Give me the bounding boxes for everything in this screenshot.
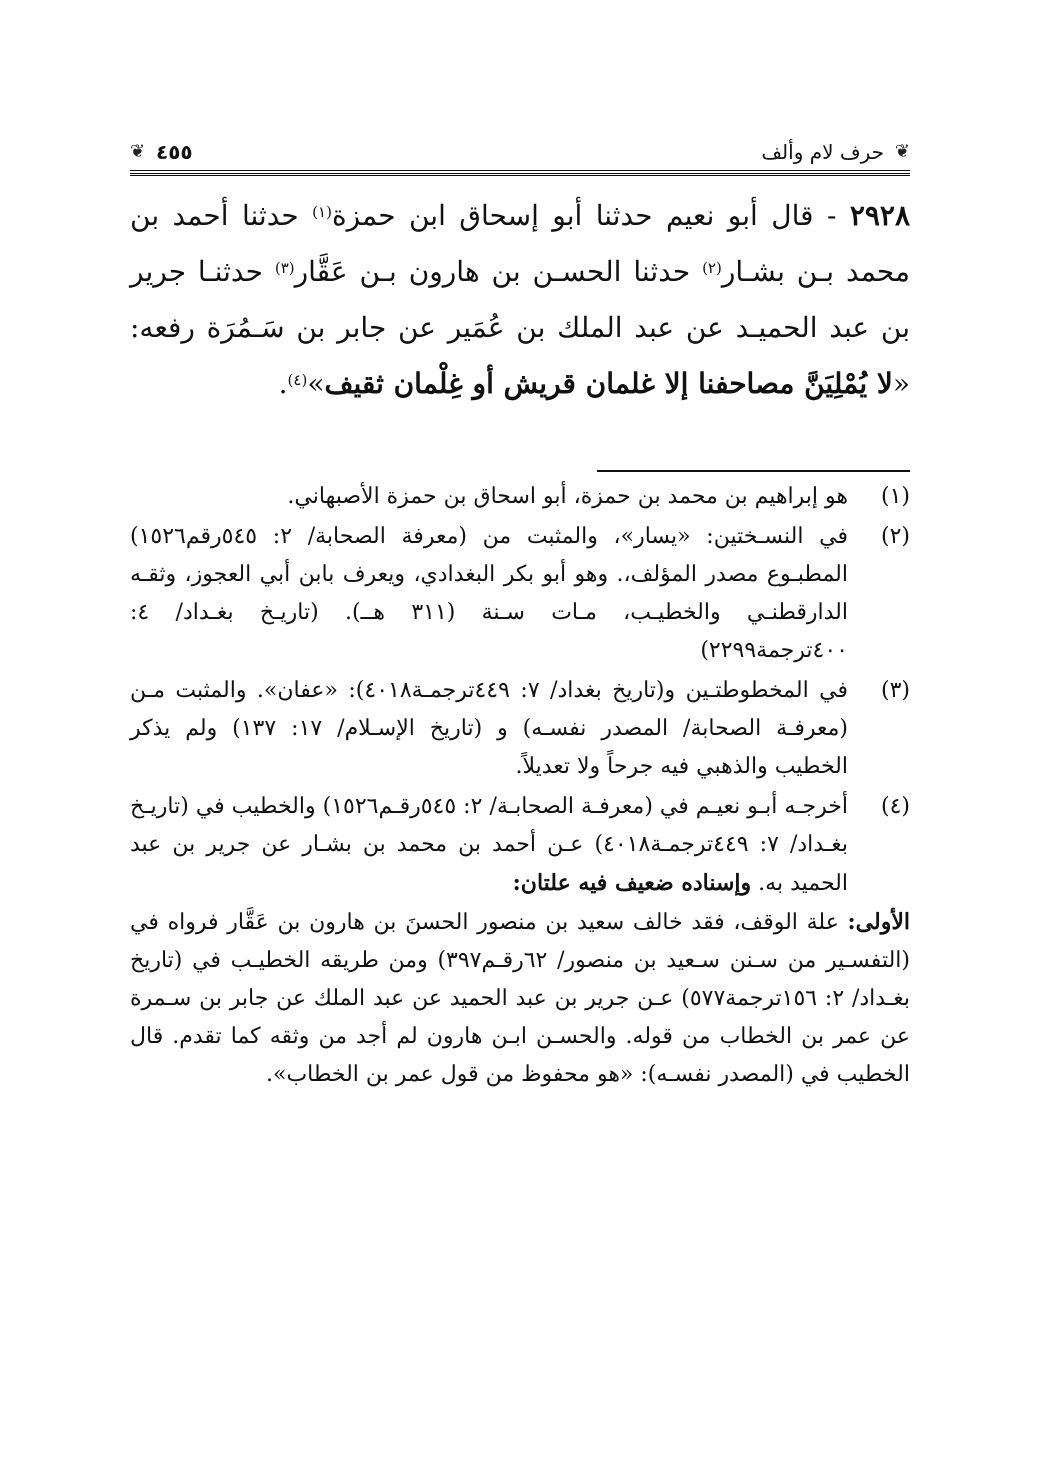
footnote-text-bold: وإسناده ضعيف فيه علتان:	[512, 870, 752, 896]
footnote-number: (٤)	[880, 794, 910, 819]
hadith-matn: لا يُمْلِيَنَّ مصاحفنا إلا غلمان قريش أو غِلْمان ثقيف	[324, 367, 893, 400]
header-title: حرف لام وألف	[761, 140, 884, 164]
footnote-number: (٢)	[880, 524, 910, 549]
footnote-ref-4: (٤)	[287, 371, 308, 389]
footnotes	[130, 476, 910, 1094]
hadith-chain-part-1: - قال أبو نعيم حدثنا أبو إسحاق ابن حمزة	[331, 199, 850, 232]
header-ornament-right-icon: ❦	[894, 141, 910, 162]
hadith-text	[130, 188, 910, 412]
footnote-text-plain: أخرجـه أبـو نعيـم في (معرفـة الصحابـة/ ٢: ٥٤٥رقـم١٥٢٦) والخطيب في (تاريـخ بغـداد/ ٧: ٤٤٩ترجمـة٤٠١٨) عـن أحمد بن محمد بن بشـار عن جرير بن عبد الحميد به.	[130, 794, 849, 896]
hadith-end: .	[278, 367, 288, 400]
footnote-4	[130, 788, 910, 903]
footnote-2	[130, 518, 910, 670]
hadith-number: ٢٩٢٨	[849, 199, 910, 232]
header-rule-double	[130, 173, 910, 176]
footnote-separator	[597, 470, 910, 472]
footnote-ref-2: (٢)	[702, 259, 722, 277]
hadith-chain-part-3: حدثنا الحسـن بن هارون بـن عَقَّار	[294, 255, 703, 288]
continuation-text: علة الوقف، فقد خالف سعيد بن منصور الحسنَ بن هارون بن عَقَّار فرواه في (التفسـير من سـنن سـعيد بن منصور/ ٦٢رقـم٣٩٧) ومن طريقه الخطيـب في (تاريخ بغـداد/ ٢: ١٥٦ترجمة٥٧٧) عـن جرير بن عبد الحميد عن عبد الملك عن جابر بن سـمرة عن عمر بن الخطاب من قوله. والحسـن ابـن هارون لم أجد من وثقه كما تقدم. قال الخطيب في (المصدر نفسـه): «هو محفوظ من قول عمر بن الخطاب».	[130, 910, 911, 1087]
footnote-text: في المخطوطتـين و(تاريخ بغداد/ ٧: ٤٤٩ترجمـة٤٠١٨): «عفان». والمثبت مـن (معرفـة الصحابة/ المصدر نفسـه) و (تاريخ الإسـلام/ ١٧: ١٣٧) ولم يذكر الخطيب والذهبي فيه جرحاً ولا تعديلاً.	[130, 678, 849, 779]
page-number: ٤٥٥	[156, 140, 193, 164]
hadith-chain-part-4: حدثنـا جرير بن عبد الحميـد عن عبد الملك بن عُمَير عن جابر بن سَـمُرَة رفعه: «	[130, 255, 910, 400]
continuation-label: الأولى:	[847, 909, 910, 935]
footnote-number: (٣)	[880, 678, 910, 703]
hadith-chain-part-2: حدثنا أحمد بن محمد بـن بشـار	[130, 199, 910, 288]
footnote-continuation	[130, 903, 910, 1094]
footnote-ref-1: (١)	[312, 203, 332, 221]
footnote-text: في النسـختين: «يسار»، والمثبت من (معرفة الصحابة/ ٢: ٥٤٥رقم١٥٢٦) المطبـوع مصدر المؤلف،. وهو أبو بكر البغدادي، ويعرف بابن أبي العجوز، وثقـه الدارقطنـي والخطيـب، مـات سـنة (٣١١ هــ). (تاريـخ بغـداد/ ٤: ٤٠٠ترجمة٢٢٩٩)	[130, 524, 848, 663]
footnote-3	[130, 672, 910, 786]
header-rule	[130, 170, 910, 171]
running-header	[130, 138, 910, 168]
footnote-text: هو إبراهيم بن محمد بن حمزة، أبو اسحاق بن حمزة الأصبهاني.	[287, 484, 848, 509]
footnote-1	[130, 478, 910, 516]
hadith-quote-close: »	[307, 367, 325, 400]
footnote-text	[130, 788, 848, 903]
footnote-ref-3: (٣)	[274, 259, 295, 277]
header-ornament-left-icon: ❦	[130, 141, 146, 162]
footnote-number: (١)	[880, 484, 910, 509]
